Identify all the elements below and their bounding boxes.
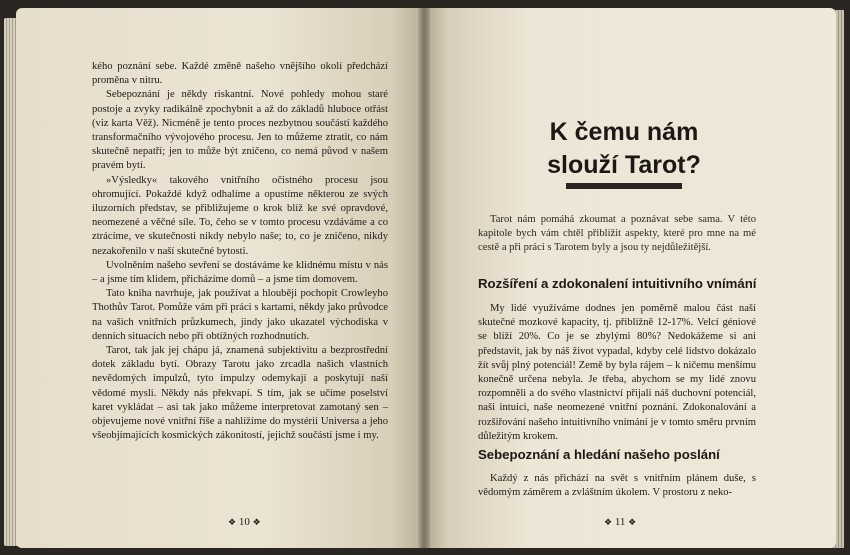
section-paragraph: Každý z nás přichází na svět s vnitřním plánem duše, s vědomým záměrem a zvláštním úkolem. V prostoru z neko- (478, 473, 756, 499)
ornament-icon: ❖ (604, 517, 613, 527)
page-number-right (604, 516, 636, 528)
left-paragraph: Tarot, tak jak jej chápu já, znamená subjektivitu a bezprostřední dotek základu bytí. Obrazy Tarotu jako zrcadla našich vlastních nevědomých impulzů, tyto impulzy odemykají a poskytují naší vědomé mysli. Někdy nás překvapí. S tím, jak se učíme poselství karet vykládat – asi tak jako můžeme interpretovat zamotaný sen – objevujeme nové vnitřní říše a nahlížíme do mystérií Universa a jeho všeobjímajících kosmických zákonitostí, jejichž součástí jsme i my. (92, 345, 388, 442)
section-heading: Rozšíření a zdokonalení intuitivního vnímání (478, 276, 757, 291)
left-paragraph: Tato kniha navrhuje, jak používat a hlouběji pochopit Crowleyho Thothův Tarot. Pomůže vám při práci s kartami, někdy jako průvodce na vašich vnitřních průzkumech, jindy jako ukazatel východiska v denních situacích nebo při obtížných rozhodnutích. (92, 288, 388, 342)
page-number: 11 (614, 516, 626, 528)
intro-paragraph: Tarot nám pomáhá zkoumat a poznávat sebe sama. V této kapitole bych vám chtěl přiblížit aspekty, které pro mne na mé cestě a při práci s Tarotem byly a jsou ty nejdůležitější. (478, 214, 756, 254)
ornament-icon: ❖ (628, 517, 637, 527)
section-paragraph: My lidé využíváme dodnes jen poměrně malou část naší skutečné mozkové kapacity, tj. přibližně 12-17%. Velcí géniové se blíží 20%. Co je se zbylými 80%? Nedokážeme si ani představit, jak by náš život vypadal, kdyby celé lidstvo dokázalo žít svůj plný potenciál! Země by byla rájem – k ničemu menšímu konečně určena nebyla. Je třeba, abychom se my lidé znovu rozpomněli a do svého vlastnictví přijali náš duchovní potenciál, naši intuici, naše neomezené vnitřní poznání. Zdokonalování a rozšiřování našeho intuitivního vnímání je v tomto směru prvním důležitým krokem. (478, 303, 756, 442)
left-paragraph: kého poznání sebe. Každé změně našeho vnějšího okolí předchází proměna v nitru. (92, 61, 388, 87)
section-text (478, 302, 756, 444)
chapter-title-line: K čemu nám (549, 118, 699, 146)
chapter-title-line: slouží Tarot? (547, 151, 701, 179)
title-rule (566, 183, 682, 189)
left-paragraph: Sebepoznání je někdy riskantní. Nové pohledy mohou staré postoje a zvyky radikálně zpochybnit a až do základů hluboce otřást (viz karta Věž). Nicméně je tento proces nezbytnou součástí každého transformačního vývojového procesu. Jen to můžeme ztratit, co nám skutečně nepatří; jen to může být zničeno, co nemá původ v našem pravém bytí. (92, 89, 388, 172)
section-text (478, 472, 756, 500)
ornament-icon: ❖ (228, 517, 237, 527)
left-paragraph: Uvolněním našeho sevření se dostáváme ke klidnému místu v nás – a jsme tím klidem, přicházíme domů – a jsme tím domovem. (92, 259, 388, 286)
left-page-text (92, 60, 388, 443)
page-number-left (228, 516, 261, 528)
page-number: 10 (238, 516, 250, 528)
book-gutter (418, 8, 430, 548)
section-heading: Sebepoznání a hledání našeho poslání (478, 447, 720, 462)
ornament-icon: ❖ (252, 517, 261, 527)
chapter-title (474, 116, 774, 182)
chapter-intro (478, 213, 756, 256)
left-paragraph: »Výsledky« takového vnitřního očistného procesu jsou ohromující. Pokaždé když odhalíme a opustíme některou ze svých iluzorních představ, se přibližujeme o krok blíž ke své opravdové, neomezené a věčné síle. To, čeho se v tomto procesu vzdáváme a co ztrácíme, ve skutečnosti nikdy nebylo naše; to, co je zničeno, nikdy nezakořenilo v naší skutečné bytosti. (92, 174, 388, 257)
